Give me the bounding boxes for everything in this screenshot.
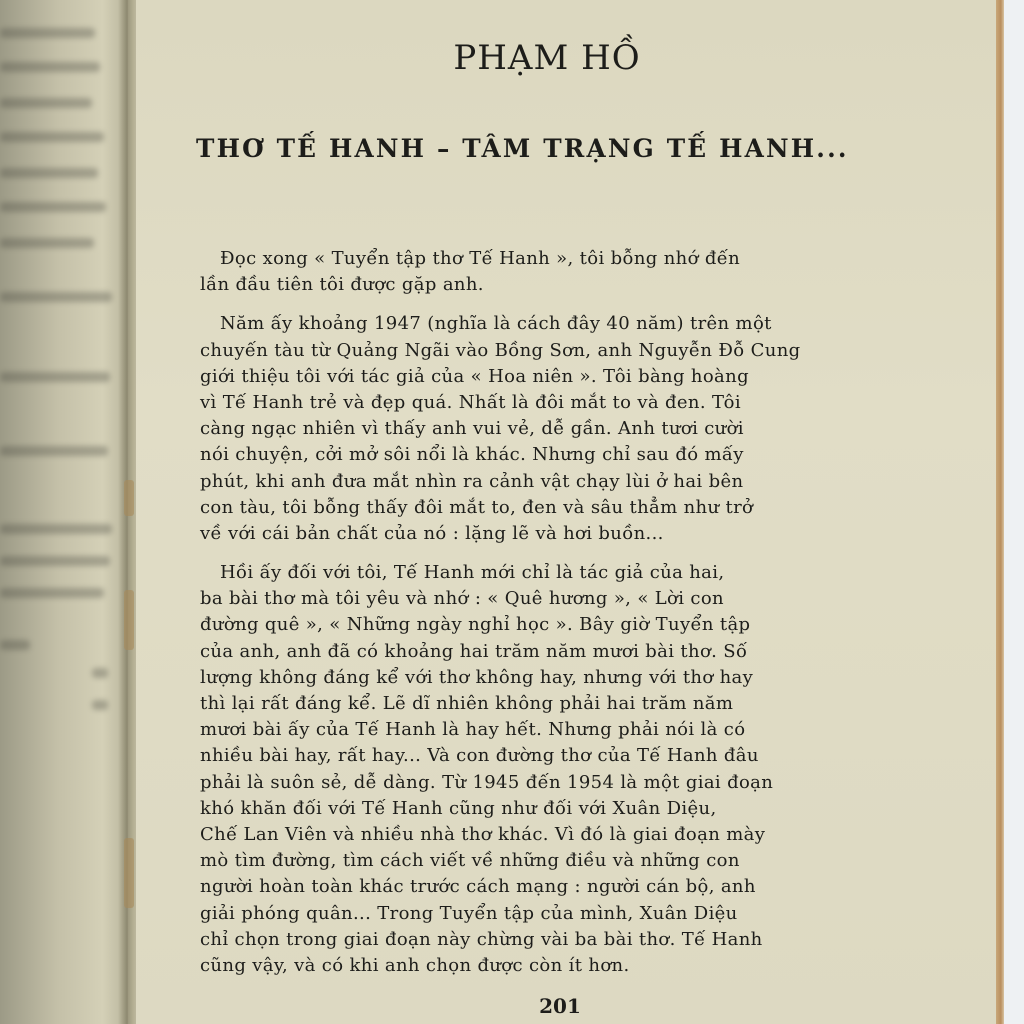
text-line: giải phóng quân... Trong Tuyển tập của mình, Xuân Diệu	[200, 902, 738, 924]
paragraph	[200, 560, 900, 979]
paragraph	[200, 311, 900, 547]
text-line: đường quê », « Những ngày nghỉ học ». Bây giờ Tuyển tập	[200, 614, 751, 636]
text-line: ba bài thơ mà tôi yêu và nhớ : « Quê hương », « Lời con	[200, 588, 724, 610]
text-line: lần đầu tiên tôi được gặp anh.	[200, 274, 484, 296]
text-line: giới thiệu tôi với tác giả của « Hoa niên ». Tôi bàng hoàng	[200, 365, 749, 387]
text-line: nói chuyện, cởi mở sôi nổi là khác. Nhưng chỉ sau đó mấy	[200, 444, 744, 466]
text-line: con tàu, tôi bỗng thấy đôi mắt to, đen và sâu thẳm như trở	[200, 496, 754, 518]
text-line: lượng không đáng kể với thơ không hay, nhưng với thơ hay	[200, 666, 754, 688]
text-line: Chế Lan Viên và nhiều nhà thơ khác. Vì đó là giai đoạn mày	[200, 823, 766, 845]
text-line: mò tìm đường, tìm cách viết về những điều và những con	[200, 850, 740, 872]
article-title: THƠ TẾ HANH – TÂM TRẠNG TẾ HANH...	[196, 134, 849, 163]
text-line: của anh, anh đã có khoảng hai trăm năm mươi bài thơ. Số	[200, 640, 748, 662]
text-line: càng ngạc nhiên vì thấy anh vui vẻ, dễ gần. Anh tươi cười	[200, 418, 744, 440]
text-line: chuyến tàu từ Quảng Ngãi vào Bồng Sơn, anh Nguyễn Đỗ Cung	[200, 339, 801, 361]
text-line: nhiều bài hay, rất hay... Và con đường thơ của Tế Hanh đâu	[200, 745, 759, 767]
text-line: phải là suôn sẻ, dễ dàng. Từ 1945 đến 1954 là một giai đoạn	[200, 771, 774, 793]
text-line: Năm ấy khoảng 1947 (nghĩa là cách đây 40 năm) trên một	[220, 313, 772, 335]
text-line: thì lại rất đáng kể. Lẽ dĩ nhiên không phải hai trăm năm	[200, 693, 734, 714]
article-body	[200, 246, 900, 992]
text-line: Đọc xong « Tuyển tập thơ Tế Hanh », tôi bỗng nhớ đến	[220, 248, 741, 269]
text-line: khó khăn đối với Tế Hanh cũng như đối với Xuân Diệu,	[200, 797, 717, 819]
text-line: Hồi ấy đối với tôi, Tế Hanh mới chỉ là tác giả của hai,	[220, 562, 725, 584]
page-number: 201	[539, 994, 581, 1018]
paragraph	[200, 246, 900, 298]
text-line: phút, khi anh đưa mắt nhìn ra cảnh vật chạy lùi ở hai bên	[200, 470, 744, 492]
author-heading: PHẠM HỒ	[453, 38, 641, 78]
text-line: người hoàn toàn khác trước cách mạng : người cán bộ, anh	[200, 876, 756, 898]
text-line: mươi bài ấy của Tế Hanh là hay hết. Nhưng phải nói là có	[200, 719, 746, 741]
text-line: chỉ chọn trong giai đoạn này chừng vài ba bài thơ. Tế Hanh	[200, 928, 763, 950]
text-line: vì Tế Hanh trẻ và đẹp quá. Nhất là đôi mắt to và đen. Tôi	[200, 391, 741, 413]
text-line: cũng vậy, và có khi anh chọn được còn ít hơn.	[200, 954, 630, 976]
text-line: về với cái bản chất của nó : lặng lẽ và hơi buồn...	[200, 522, 664, 544]
